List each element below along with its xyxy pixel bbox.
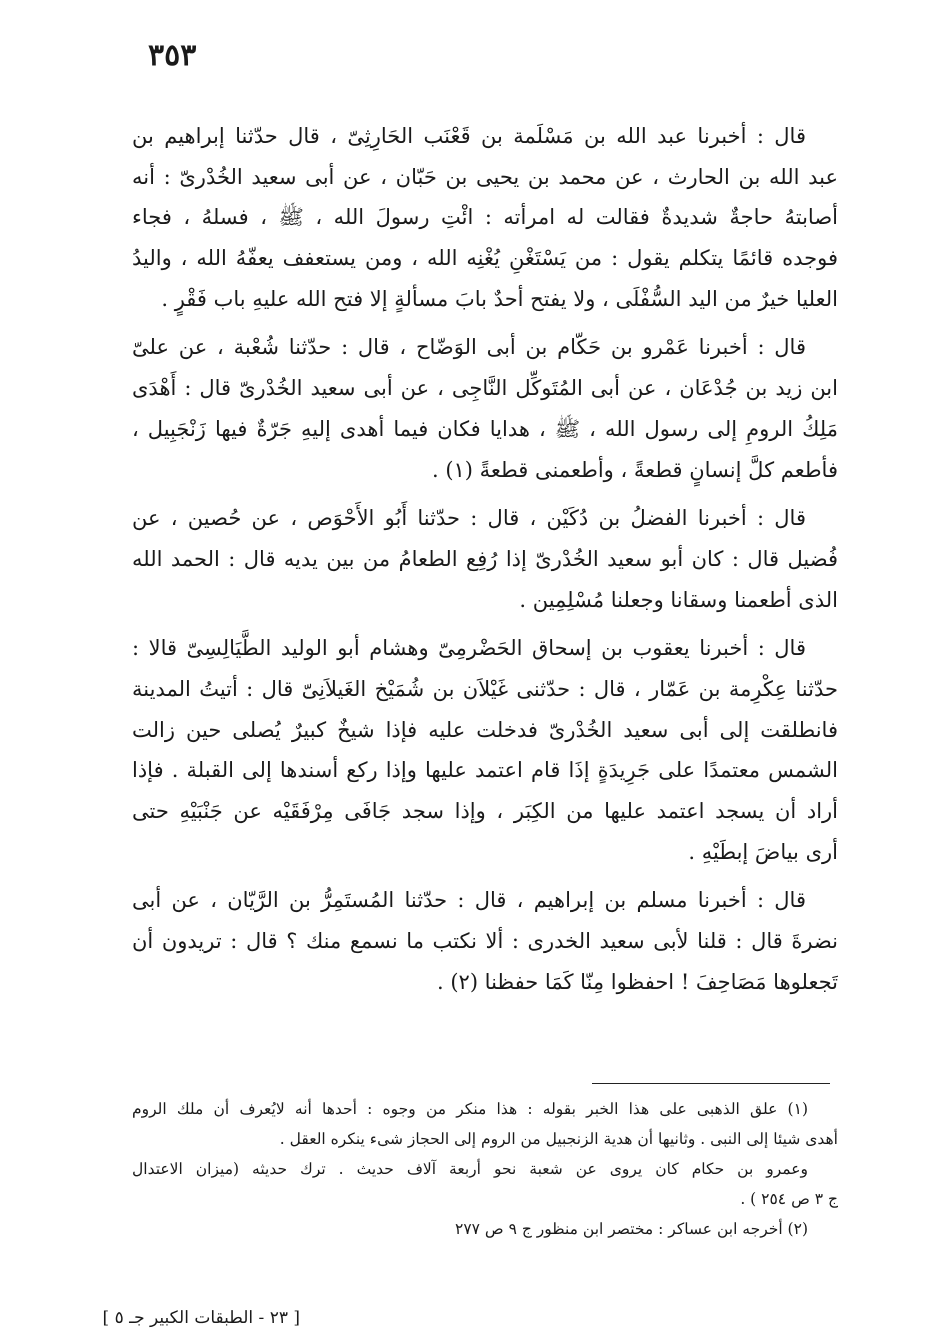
text-line: أرى بياضَ إبطَيْهِ .	[688, 839, 838, 864]
main-text	[132, 116, 838, 1010]
footnote-line: (٢) أخرجه ابن عساكر : مختصر ابن منظور ج ٩ ص ٢٧٧	[455, 1220, 808, 1238]
text-line: حدّثنا عِكْرِمة بن عَمّار ، قال : حدّثنى غَيْلاَن بن شُمَيْخ الغَيلاَنِىّ قال : أتيتُ المدينة	[132, 676, 838, 701]
text-line: الشمس معتمدًا على جَرِيدَةٍ إذَا قام اعتمد عليها وإذا ركع أسندها إلى القبلة . فإذا	[132, 758, 838, 783]
text-line: عبد الله بن الحارث ، عن محمد بن يحيى بن حَبّان ، عن أبى سعيد الخُدْرىّ : أنه	[132, 164, 838, 189]
text-line: فأطعم كلَّ إنسانٍ قطعةً ، وأطعمنى قطعةً (١) .	[431, 457, 838, 482]
text-line: تَجعلوها مَصَاحِفَ ! احفظوا مِنّا كَمَا حفظنا (٢) .	[436, 969, 838, 994]
paragraph	[132, 498, 838, 620]
text-line: أصابتهُ حاجةٌ شديدةٌ فقالت له امرأته : ائْتِ رسولَ الله ، ﷺ ، فسلهُ ، فجاء	[132, 205, 838, 230]
text-line: قال : أخبرنا الفضلُ بن دُكَيْن ، قال : حدّثنا أَبُو الأَحْوَص ، عن حُصين ، عن	[132, 506, 806, 531]
text-line: أراد أن يسجد اعتمد عليها من الكِبَر ، وإذا سجد جَافَى مِرْفَقَيْه عن جَنْبَيْهِ حتى	[132, 799, 838, 823]
text-line: قال : أخبرنا يعقوب بن إسحاق الحَضْرمِىّ وهشام أبو الوليد الطَّيَالِسِىّ قالا :	[132, 636, 806, 661]
text-line: الذى أطعمنا وسقانا وجعلنا مُسْلِمِين .	[519, 587, 838, 612]
footnote-line: أهدى شيئا إلى النبى . وثانيها أن هدية الزنجبيل من الروم إلى الحجاز شىء ينكره العقل .	[279, 1130, 838, 1148]
paragraph	[132, 116, 838, 319]
footnotes	[132, 1094, 838, 1244]
footnote-line: وعمرو بن حكام كان يروى عن شعبة نحو أربعة آلاف حديث . ترك حديثه (ميزان الاعتدال	[132, 1160, 808, 1178]
paragraph	[132, 628, 838, 872]
page-number: ٣٥٣	[148, 38, 197, 73]
text-line: ابن زيد بن جُدْعَان ، عن أبى المُتَوكِّل النَّاجِى ، عن أبى سعيد الخُدْرىّ قال : أَهْدَى	[132, 376, 838, 401]
text-line: قال : أخبرنا عبد الله بن مَسْلَمة بن قَعْنَب الحَارِثِىّ ، قال حدّثنا إبراهيم بن	[132, 124, 806, 148]
paragraph	[132, 327, 838, 490]
paragraph	[132, 880, 838, 1002]
text-line: قال : أخبرنا عَمْرو بن حَكّام بن أبى الوَضّاح ، قال : حدّثنا شُعْبة ، عن علىّ	[132, 335, 806, 360]
text-line: العليا خيرٌ من اليد السُّفْلَى ، ولا يفتح أحدٌ بابَ مسألةٍ إلا فتح الله عليهِ باب فَقْرٍ .	[161, 286, 838, 311]
text-line: مَلِكُ الرومِ إلى رسول الله ، ﷺ ، هدايا فكان فيما أهدى إليهِ جَرّةٌ فيها زَنْجَبِيل ،	[132, 416, 838, 441]
text-line: قال : أخبرنا مسلم بن إبراهيم ، قال : حدّثنا المُستَمِرُّ بن الرَّيّان ، عن أبى	[132, 888, 806, 913]
footnote-divider	[592, 1083, 830, 1084]
footnote-line: ج ٣ ص ٢٥٤ ) .	[740, 1190, 838, 1208]
text-line: فوجده قائمًا يتكلم يقول : من يَسْتَغْنِ يُغْنِه الله ، ومن يستعفف يعفّهُ الله ، واليدُ	[132, 246, 838, 271]
footnote-line: (١) علق الذهبى على هذا الخبر بقوله : هذا منكر من وجوه : أحدها أنه لايُعرف أن ملك الروم	[132, 1100, 808, 1118]
text-line: فُضيل قال : كان أبو سعيد الخُدْرىّ إذا رُفِع الطعامُ من بين يديه قال : الحمد الله	[132, 546, 838, 571]
text-line: نضرةَ قال : قلنا لأبى سعيد الخدرى : ألا نكتب ما نسمع منك ؟ قال : تريدون أن	[132, 929, 838, 954]
text-line: فانطلقت إلى أبى سعيد الخُدْرىّ فدخلت عليه فإذا شيخٌ كبيرٌ يُصلى حين زالت	[132, 717, 838, 742]
signature-mark: [ ٢٣ - الطبقات الكبير جـ ٥ ]	[102, 1308, 300, 1328]
